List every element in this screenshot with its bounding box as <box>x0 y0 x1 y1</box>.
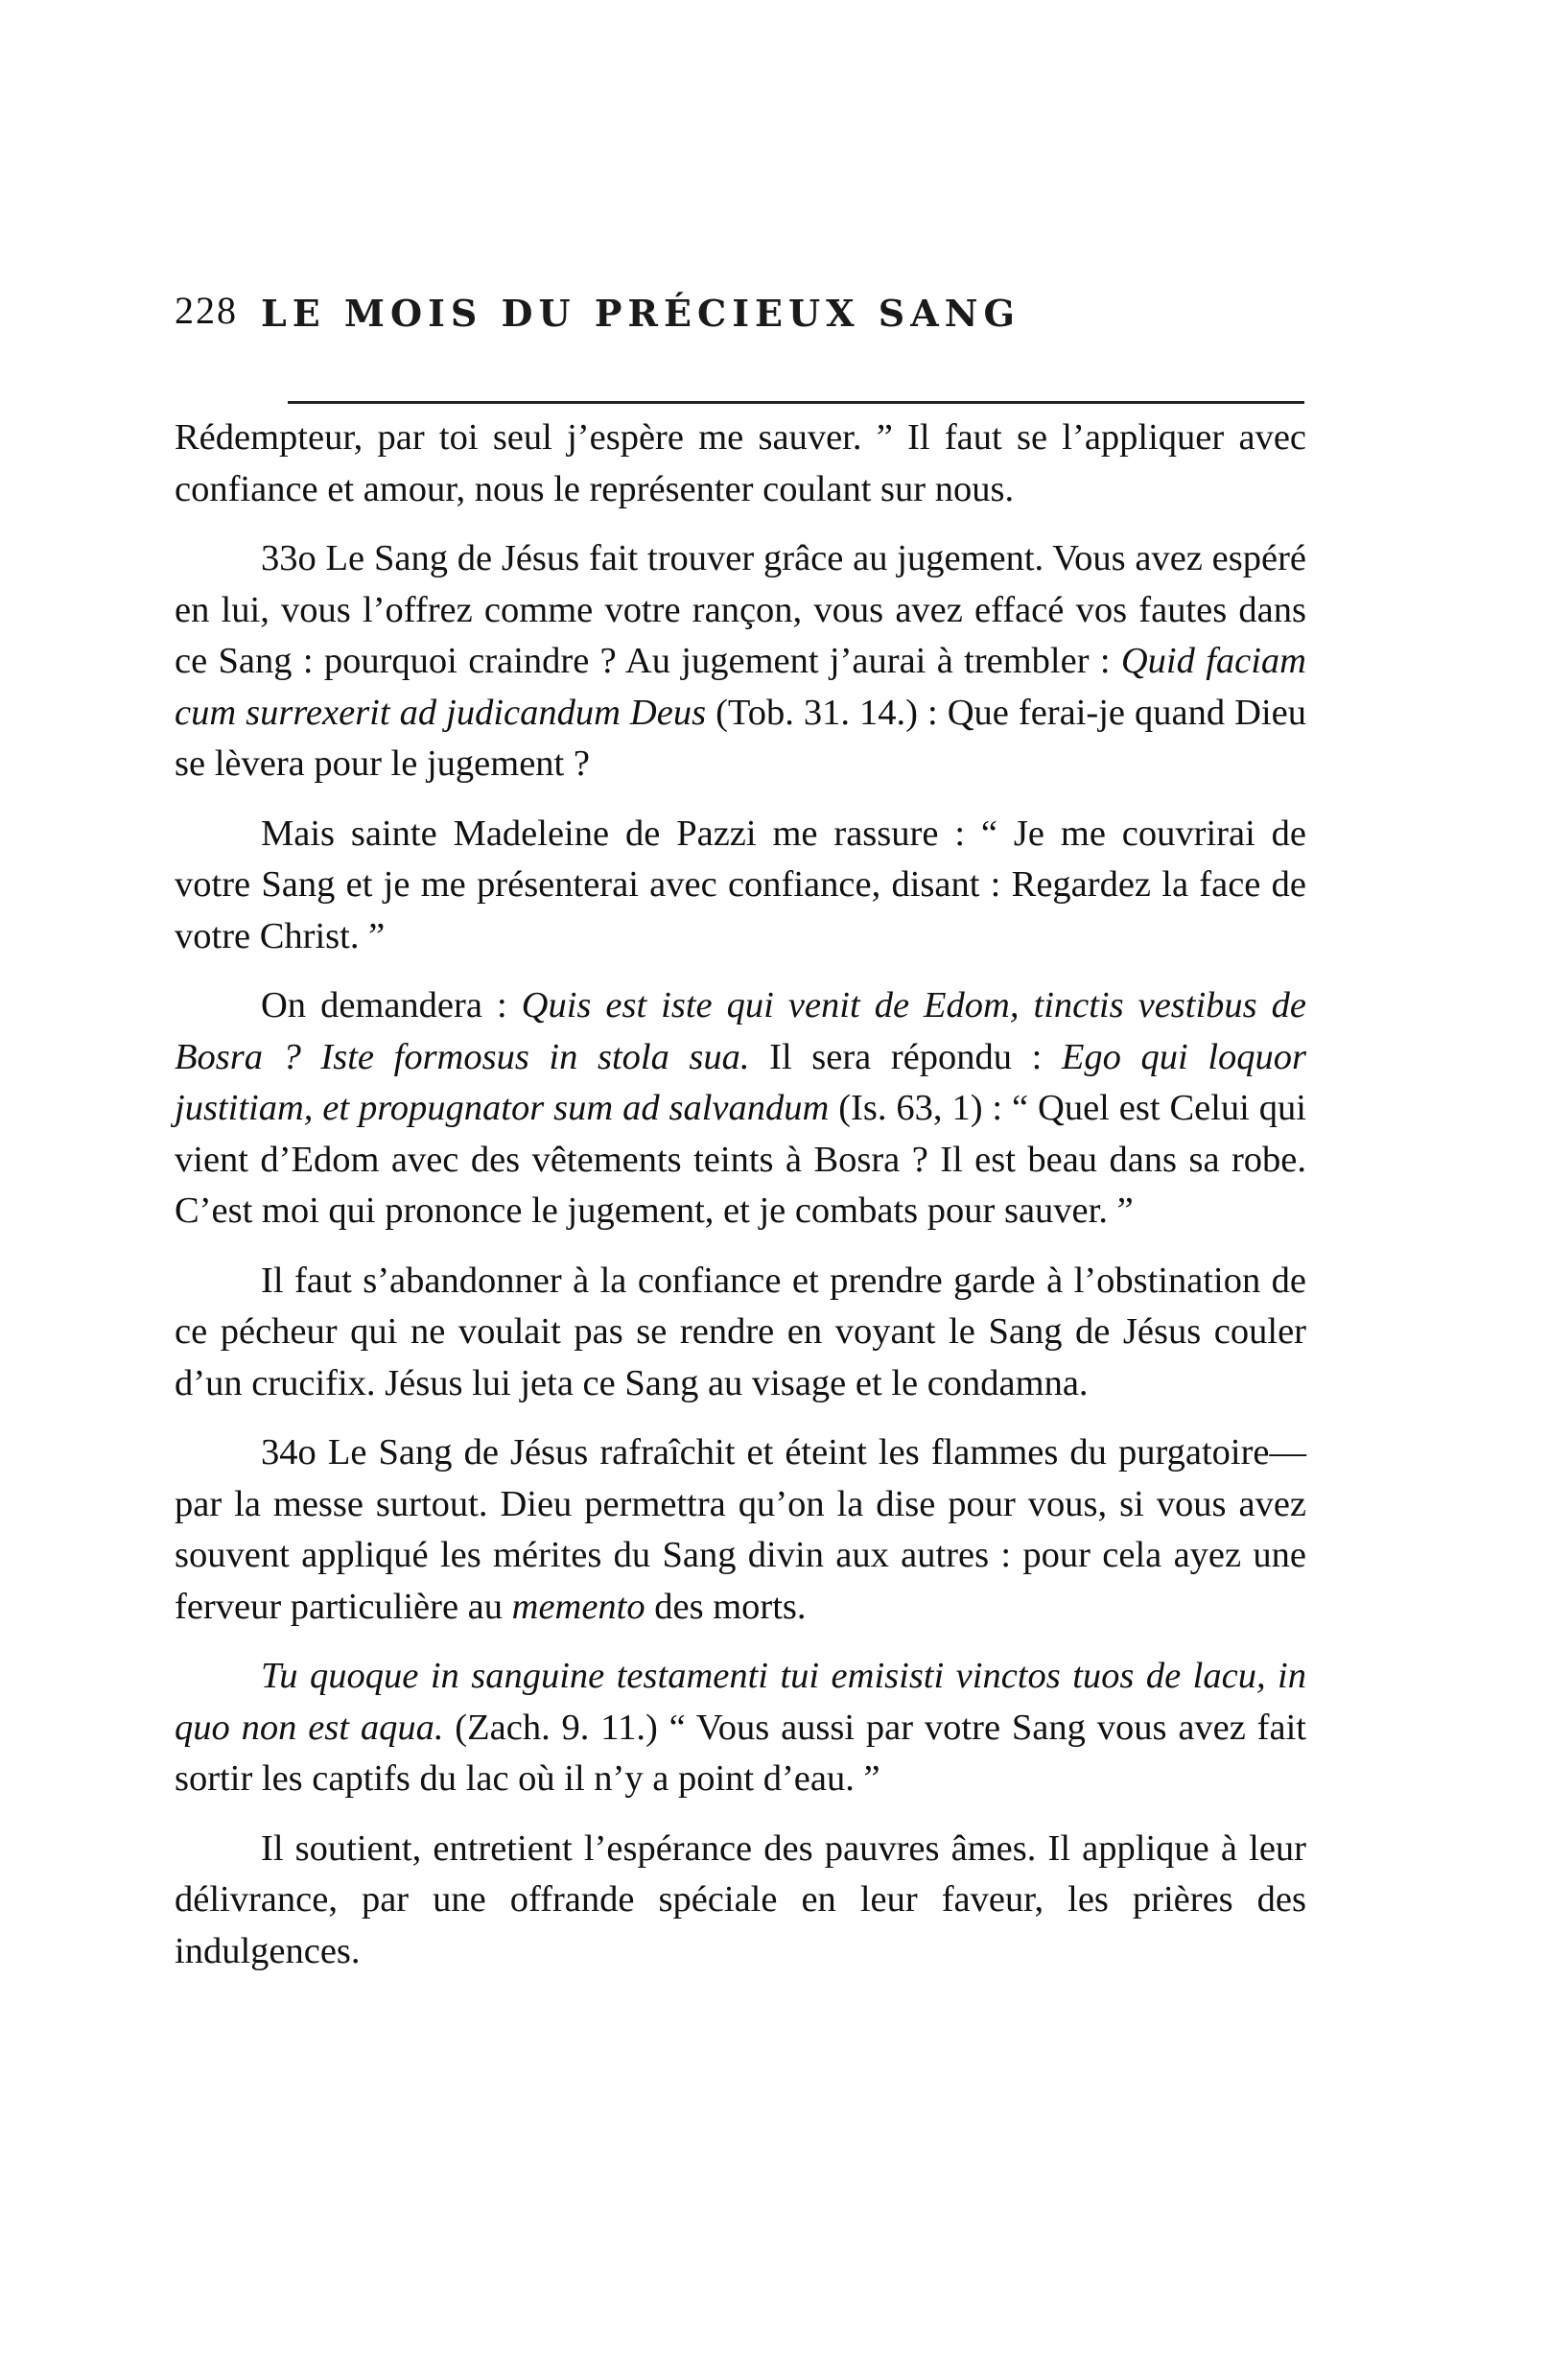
text-run: Il sera répondu : <box>749 1036 1062 1077</box>
text-run: On demandera : <box>261 985 522 1025</box>
running-head: LE MOIS DU PRÉCIEUX SANG <box>261 292 1020 335</box>
page-header <box>175 288 1306 345</box>
text-run: (Tob. 31. 14.) : Que ferai-je quand Dieu se lèvera pour le jugement ? <box>175 692 1306 784</box>
paragraph-6 <box>175 1427 1306 1633</box>
paragraph-1 <box>175 412 1306 515</box>
paragraph-3 <box>175 809 1306 963</box>
paragraph-8 <box>175 1824 1306 1978</box>
text-run: Il soutient, entretient l’espérance des pauvres âmes. Il applique à leur délivrance, par une offrande spéciale en leur faveur, les prières des indulgences. <box>175 1827 1306 1971</box>
text-run: Rédempteur, par toi seul j’espère me sauver. ” Il faut se l’appliquer avec confiance et amour, nous le représenter coulant sur nous. <box>175 417 1306 509</box>
latin-quotation: Ego qui loquor justitiam, et propugnator sum ad salvandum <box>175 1036 1306 1128</box>
text-run: 34o Le Sang de Jésus rafraîchit et éteint les flammes du purgatoire—par la messe surtout. Dieu permettra qu’on la dise pour vous, si vous avez souvent appliqué les mérites du Sang divin aux autres : pour cela ayez une ferveur particulière au <box>175 1432 1306 1627</box>
text-run: Il faut s’abandonner à la confiance et prendre garde à l’obstination de ce pécheur qui ne voulait pas se rendre en voyant le Sang de Jésus couler d’un crucifix. Jésus lui jeta ce Sang au visage et le condamna. <box>175 1260 1306 1403</box>
paragraph-7 <box>175 1651 1306 1805</box>
latin-quotation: Quid faciam cum surrexerit ad judicandum Deus <box>175 641 1306 733</box>
text-run: des morts. <box>645 1586 807 1627</box>
latin-quotation: Quis est iste qui venit de Edom, tinctis vestibus de Bosra ? Iste formosus in stola sua. <box>175 985 1306 1077</box>
text-run: (Zach. 9. 11.) “ Vous aussi par votre Sang vous avez fait sortir les captifs du lac où il n’y a point d’eau. ” <box>175 1707 1306 1799</box>
header-rule <box>288 401 1304 404</box>
text-run: 33o Le Sang de Jésus fait trouver grâce au jugement. Vous avez espéré en lui, vous l’offrez comme votre rançon, vous avez effacé vos fautes dans ce Sang : pourquoi craindre ? Au jugement j’aurai à trembler : <box>175 538 1306 681</box>
paragraph-4 <box>175 980 1306 1237</box>
latin-quotation: Tu quoque in sanguine testamenti tui emisisti vinctos tuos de lacu, in quo non est aqua. <box>175 1656 1306 1748</box>
text-run: (Is. 63, 1) : “ Quel est Celui qui vient d’Edom avec des vêtements teints à Bosra ? Il est beau dans sa robe. C’est moi qui prononce le jugement, et je combats pour sauver. ” <box>175 1088 1306 1231</box>
paragraph-5 <box>175 1256 1306 1410</box>
latin-quotation: memento <box>511 1586 645 1627</box>
page-number: 228 <box>175 289 238 332</box>
paragraph-2 <box>175 533 1306 790</box>
text-run: Mais sainte Madeleine de Pazzi me rassure : “ Je me couvrirai de votre Sang et je me présenterai avec confiance, disant : Regardez la face de votre Christ. ” <box>175 813 1306 956</box>
body-text <box>175 412 1306 1995</box>
